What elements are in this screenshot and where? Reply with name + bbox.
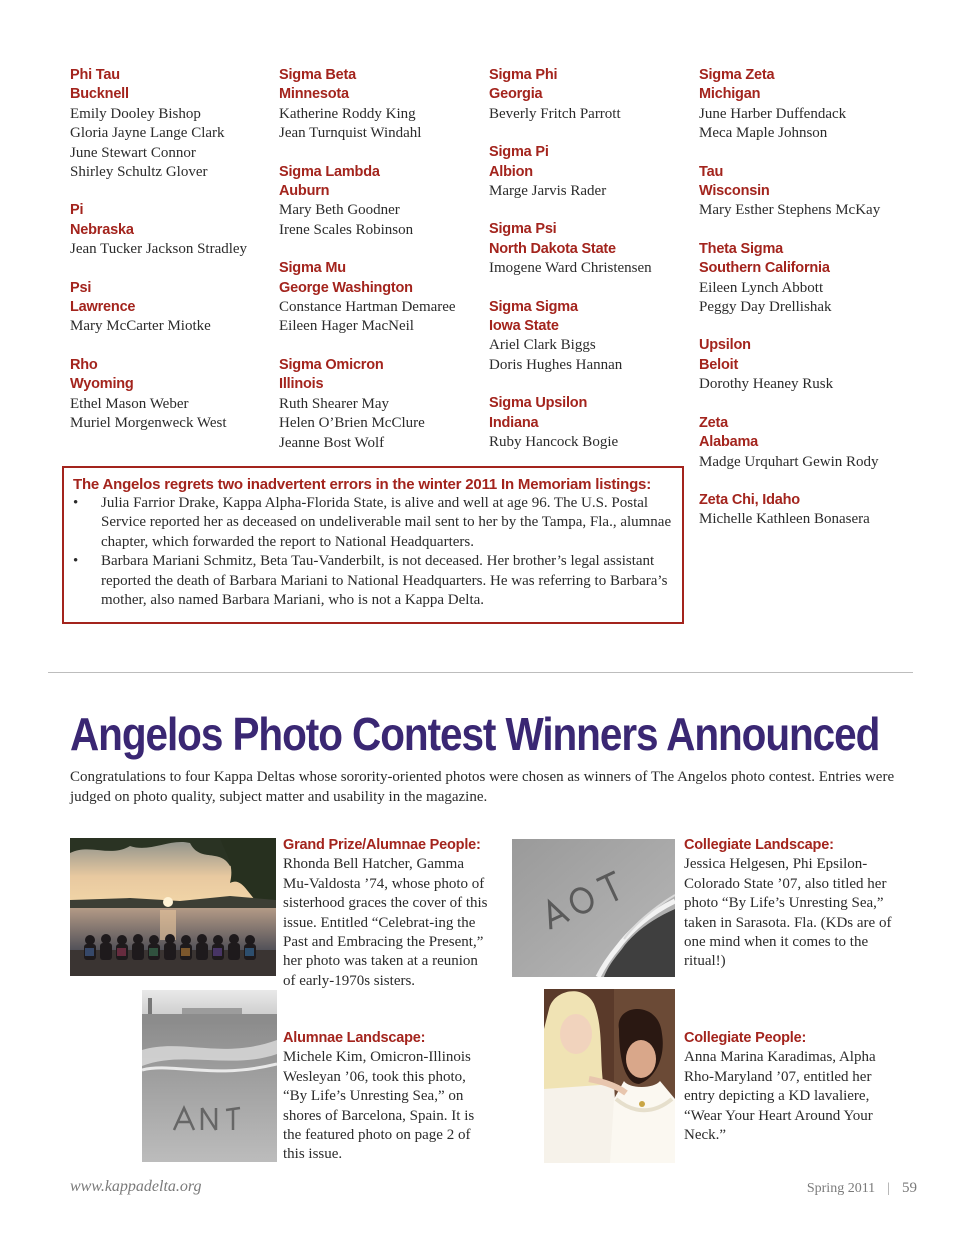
- chapter-entry: [699, 163, 904, 221]
- chapter-entry: [699, 66, 904, 144]
- member-name: Mary Esther Stephens McKay: [699, 202, 881, 219]
- alumnae-landscape-caption: [283, 1029, 493, 1165]
- chapter-entry: [699, 336, 904, 394]
- member-name: Eileen Lynch Abbott: [699, 279, 824, 296]
- caption-text: Anna Marina Karadimas, Alpha Rho-Maryland ’07, entitled her entry depicting a KD lavaliere, “Wear Your Heart Around Your Neck.”: [684, 1049, 876, 1144]
- member-name: Ruby Hancock Bogie: [489, 434, 619, 451]
- errata-item: • Julia Farrior Drake, Kappa Alpha-Florida State, is alive and well at age 96. The U.S. Postal Service reported her as deceased on undeliverable mail sent to her by the Tampa, Fla., alumnae chapter, which forwarded the report to National Headquarters.: [73, 495, 672, 550]
- chapter-entry: [489, 143, 694, 201]
- chapter-name: Pi: [70, 202, 84, 219]
- member-name: Beverly Fritch Parrott: [489, 105, 621, 122]
- errata-box: [62, 466, 684, 624]
- footer-page-info: [807, 1180, 917, 1197]
- chapter-name: Sigma Phi: [489, 67, 558, 83]
- member-name: Madge Urquhart Gewin Rody: [699, 453, 879, 470]
- chapter-name: Sigma Sigma: [489, 298, 578, 315]
- member-name: Marge Jarvis Rader: [489, 183, 607, 200]
- member-name: June Stewart Connor: [70, 144, 196, 161]
- chapter-name: Tau: [699, 163, 724, 180]
- collegiate-people-caption: [684, 1029, 894, 1145]
- member-name: Shirley Schultz Glover: [70, 164, 208, 181]
- chapter-entry: [70, 279, 275, 337]
- member-name: Constance Hartman Demaree: [279, 299, 456, 316]
- chapter-entry: [489, 298, 694, 376]
- chapter-column-2: [279, 66, 484, 472]
- member-name: Michelle Kathleen Bonasera: [699, 511, 870, 528]
- collegiate-landscape-caption: [684, 836, 894, 972]
- caption-text: Jessica Helgesen, Phi Epsilon-Colorado State ’07, also titled her photo “By Life’s Unresting Sea,” taken in Sarasota. Fla. (KDs are of one mind when it comes to the ritual!): [684, 856, 892, 970]
- caption-title: Collegiate Landscape:: [684, 837, 834, 853]
- chapter-school: Georgia: [489, 86, 543, 103]
- shoreline-photo: [512, 839, 675, 977]
- footer-issue: Spring 2011: [806, 1181, 876, 1196]
- member-name: Imogene Ward Christensen: [489, 260, 652, 277]
- beach-sand-photo: [142, 990, 277, 1162]
- chapter-name: Sigma Omicron: [279, 356, 384, 373]
- errata-list: [73, 494, 674, 610]
- member-name: Dorothy Heaney Rusk: [699, 376, 834, 393]
- chapter-entry: [70, 356, 275, 434]
- chapter-school: Alabama: [699, 434, 759, 451]
- bullet-icon: •: [73, 495, 79, 511]
- chapter-school: Lawrence: [70, 299, 136, 316]
- caption-title: Alumnae Landscape:: [283, 1030, 426, 1046]
- caption-text: Rhonda Bell Hatcher, Gamma Mu-Valdosta ’74, whose photo of sisterhood graces the cover of this issue. Entitled “Celebrat-ing the Past and Embracing the Present,” her photo was taken at a reunion of early-1970s sisters.: [283, 856, 488, 989]
- member-name: Gloria Jayne Lange Clark: [70, 125, 225, 142]
- chapter-name: Phi Tau: [70, 67, 120, 83]
- chapter-entry: [699, 414, 904, 472]
- chapter-column-1: [70, 66, 275, 453]
- chapter-column-4: [699, 66, 904, 549]
- member-name: Mary McCarter Miotke: [70, 318, 211, 335]
- contest-headline: Angelos Photo Contest Winners Announced: [70, 708, 880, 760]
- chapter-school: Michigan: [699, 86, 761, 103]
- chapter-school: Iowa State: [489, 318, 559, 335]
- chapter-school: Auburn: [279, 183, 330, 200]
- chapter-entry: [70, 66, 275, 182]
- grand-prize-caption: [283, 836, 493, 991]
- chapter-school: Wyoming: [70, 376, 134, 393]
- bullet-icon: •: [73, 553, 79, 570]
- chapter-school: Bucknell: [70, 86, 129, 103]
- member-name: Ariel Clark Biggs: [489, 337, 596, 354]
- chapter-name: Psi: [70, 279, 92, 296]
- chapter-entry: [279, 66, 484, 144]
- member-name: Jeanne Bost Wolf: [279, 434, 385, 451]
- chapter-name: Sigma Psi: [489, 221, 557, 238]
- chapter-entry: [489, 220, 694, 278]
- chapter-name: Upsilon: [699, 337, 751, 354]
- chapter-column-3: [489, 66, 694, 472]
- member-name: Doris Hughes Hannan: [489, 356, 623, 373]
- footer-website: www.kappadelta.org: [70, 1178, 202, 1195]
- chapter-name: Zeta: [699, 414, 729, 431]
- chapter-entry: [279, 356, 484, 453]
- member-name: Meca Maple Johnson: [699, 125, 828, 142]
- chapter-school: Indiana: [489, 414, 539, 431]
- contest-intro: Congratulations to four Kappa Deltas whose sorority-oriented photos were chosen as winners of The Angelos photo contest. Entries were judged on photo quality, subject matter and usability in the magazine.: [70, 769, 895, 805]
- chapter-name: Theta Sigma: [699, 240, 784, 257]
- chapter-name: Rho: [70, 356, 98, 373]
- chapter-name: Sigma Pi: [489, 144, 549, 161]
- member-name: Katherine Roddy King: [279, 105, 416, 122]
- chapter-school: George Washington: [279, 279, 413, 296]
- member-name: Helen O’Brien McClure: [279, 415, 425, 432]
- chapter-name: Sigma Upsilon: [489, 395, 588, 412]
- errata-title: The Angelos regrets two inadvertent errors in the winter 2011 In Memoriam listings:: [73, 476, 651, 493]
- chapter-name: Sigma Zeta: [699, 67, 775, 83]
- caption-text: Michele Kim, Omicron-Illinois Wesleyan ’06, took this photo, “By Life’s Unresting Sea,” on shores of Barcelona, Spain. It is the featured photo on page 2 of this issue.: [283, 1049, 475, 1163]
- chapter-school: Minnesota: [279, 86, 349, 103]
- chapter-school: Illinois: [279, 376, 324, 393]
- chapter-school: Wisconsin: [699, 183, 770, 200]
- lavaliere-photo: [544, 989, 675, 1163]
- chapter-name: Sigma Beta: [279, 67, 356, 83]
- member-name: June Harber Duffendack: [699, 105, 847, 122]
- member-name: Emily Dooley Bishop: [70, 105, 201, 122]
- member-name: Eileen Hager MacNeil: [279, 318, 414, 335]
- member-name: Irene Scales Robinson: [279, 221, 414, 238]
- member-name: Peggy Day Drellishak: [699, 299, 832, 316]
- chapter-school: Beloit: [699, 356, 739, 373]
- chapter-school: North Dakota State: [489, 240, 616, 257]
- chapter-school: Southern California: [699, 260, 830, 277]
- chapter-entry: [279, 259, 484, 337]
- member-name: Mary Beth Goodner: [279, 202, 400, 219]
- chapter-entry: [699, 491, 904, 530]
- section-divider: [48, 672, 913, 673]
- member-name: Ethel Mason Weber: [70, 395, 189, 412]
- chapter-entry: [489, 394, 694, 452]
- sunset-group-photo: [70, 838, 276, 976]
- member-name: Jean Tucker Jackson Stradley: [70, 241, 248, 258]
- chapter-school: Albion: [489, 163, 533, 180]
- member-name: Muriel Morgenweck West: [70, 415, 227, 432]
- page-number: 59: [902, 1180, 917, 1196]
- errata-item: • Barbara Mariani Schmitz, Beta Tau-Vanderbilt, is not deceased. Her brother’s legal assistant reported the death of Barbara Mariani to National Headquarters. He was referring to Barbara’s mother, also named Barbara Mariani, who is not a Kappa Delta.: [73, 553, 668, 609]
- caption-title: Collegiate People:: [684, 1030, 807, 1046]
- member-name: Ruth Shearer May: [279, 395, 389, 412]
- chapter-school: Nebraska: [70, 221, 134, 238]
- chapter-name: Zeta Chi, Idaho: [699, 491, 800, 508]
- chapter-entry: [279, 163, 484, 241]
- chapter-entry: [70, 201, 275, 259]
- chapter-name: Sigma Lambda: [279, 163, 380, 180]
- member-name: Jean Turnquist Windahl: [279, 125, 422, 142]
- chapter-name: Sigma Mu: [279, 260, 346, 277]
- caption-title: Grand Prize/Alumnae People:: [283, 837, 481, 853]
- chapter-entry: [699, 240, 904, 318]
- footer-separator: |: [887, 1181, 890, 1196]
- chapter-entry: [489, 66, 694, 124]
